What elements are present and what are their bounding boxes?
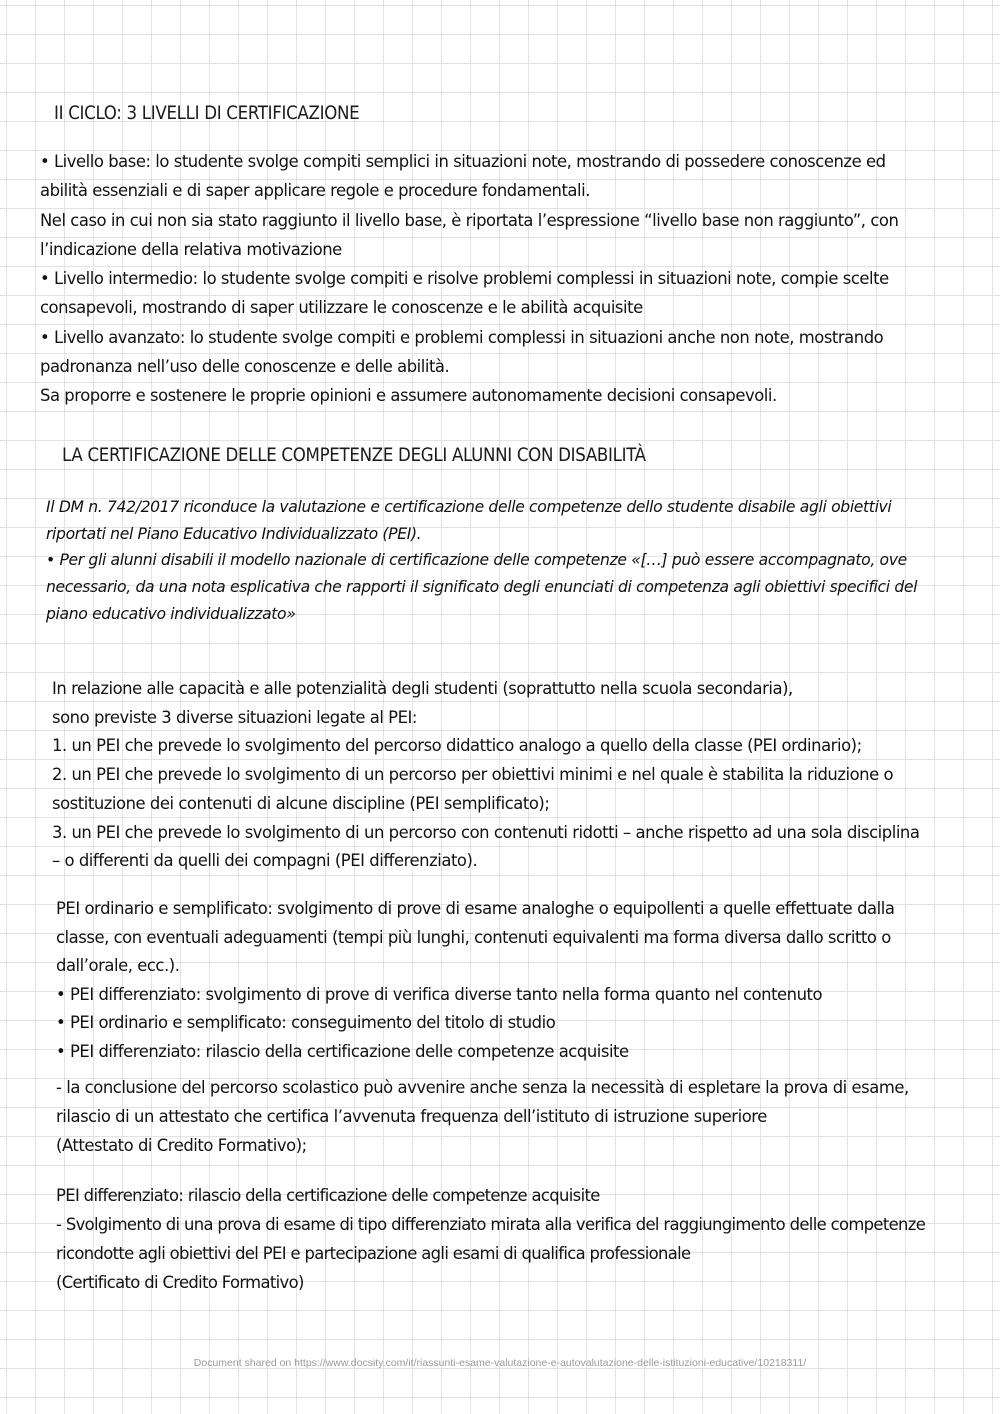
text-line: • Livello base: lo studente svolge compiti semplici in situazioni note, mostrando di possedere conoscenze ed [40, 152, 886, 171]
text-line: dall’orale, ecc.). [56, 956, 180, 976]
text-line: – o differenti da quelli dei compagni (PEI differenziato). [52, 851, 478, 871]
text-line: - Svolgimento di una prova di esame di tipo differenziato mirata alla verifica del raggiungimento delle competenze [56, 1215, 926, 1234]
text-line: In relazione alle capacità e alle potenzialità degli studenti (soprattutto nella scuola secondaria), [52, 679, 793, 698]
text-line: piano educativo individualizzato» [46, 604, 296, 623]
text-line: rilascio di un attestato che certifica l’avvenuta frequenza dell’istituto di istruzione superiore [56, 1107, 767, 1126]
text-line: PEI differenziato: rilascio della certificazione delle competenze acquisite [56, 1186, 600, 1205]
heading-ii-ciclo: II CICLO: 3 LIVELLI DI CERTIFICAZIONE [54, 103, 360, 124]
text-line: • Per gli alunni disabili il modello nazionale di certificazione delle competenze «[…] può essere accompagnato, ove [46, 551, 907, 570]
text-line: ricondotte agli obiettivi del PEI e partecipazione agli esami di qualifica professionale [56, 1244, 691, 1263]
text-line: abilità essenziali e di saper applicare regole e procedure fondamentali. [40, 181, 590, 201]
pei-exam-text [56, 895, 894, 1067]
text-line: 1. un PEI che prevede lo svolgimento del percorso didattico analogo a quello della classe (PEI ordinario); [52, 736, 862, 756]
text-line: necessario, da una nota esplicativa che rapporti il significato degli enunciati di competenza agli obiettivi specifici del [46, 578, 918, 597]
dm-742-text [46, 494, 917, 628]
pei-differenziato-text [56, 1181, 925, 1297]
text-line: - la conclusione del percorso scolastico può avvenire anche senza la necessità di espletare la prova di esame, [56, 1078, 909, 1097]
text-line: 3. un PEI che prevede lo svolgimento di un percorso con contenuti ridotti – anche rispetto ad una sola disciplina [52, 822, 920, 842]
text-line: • PEI differenziato: rilascio della certificazione delle competenze acquisite [56, 1041, 629, 1061]
text-line: padronanza nell’uso delle conoscenze e delle abilità. [40, 357, 450, 377]
pei-situations-text [52, 675, 919, 876]
text-line: consapevoli, mostrando di saper utilizzare le conoscenze e le abilità acquisite [40, 298, 643, 318]
conclusione-text [56, 1073, 909, 1160]
text-line: riportati nel Piano Educativo Individualizzato (PEI). [46, 524, 422, 543]
text-line: • Livello intermedio: lo studente svolge compiti e risolve problemi complessi in situazioni note, compie scelte [40, 269, 889, 289]
text-line: PEI ordinario e semplificato: svolgimento di prove di esame analoghe o equipollenti a quelle effettuate dalla [56, 899, 895, 918]
text-line: • Livello avanzato: lo studente svolge compiti e problemi complessi in situazioni anche non note, mostrando [40, 327, 884, 347]
text-line: (Attestato di Credito Formativo); [56, 1136, 307, 1155]
text-line: Sa proporre e sostenere le proprie opinioni e assumere autonomamente decisioni consapevoli. [40, 386, 777, 406]
text-line: (Certificato di Credito Formativo) [56, 1273, 304, 1292]
text-line: Nel caso in cui non sia stato raggiunto il livello base, è riportata l’espressione “livello base non raggiunto”, con [40, 210, 899, 230]
text-line: • PEI ordinario e semplificato: conseguimento del titolo di studio [56, 1013, 556, 1033]
text-line: • PEI differenziato: svolgimento di prove di verifica diverse tanto nella forma quanto nel contenuto [56, 984, 823, 1004]
text-line: sostituzione dei contenuti di alcune discipline (PEI semplificato); [52, 793, 550, 813]
text-line: classe, con eventuali adeguamenti (tempi più lunghi, contenuti equivalenti ma forma diversa dallo scritto o [56, 927, 891, 947]
text-line: l’indicazione della relativa motivazione [40, 239, 342, 259]
text-line: Il DM n. 742/2017 riconduce la valutazione e certificazione delle competenze dello studente disabile agli obiettivi [46, 498, 892, 516]
docsity-footer: Document shared on https://www.docsity.com/it/riassunti-esame-valutazione-e-autovalutazione-delle-istituzioni-educative/10218311/ [193, 1357, 807, 1369]
ciclo-levels-text [40, 147, 898, 411]
text-line: sono previste 3 diverse situazioni legate al PEI: [52, 707, 417, 727]
text-line: 2. un PEI che prevede lo svolgimento di un percorso per obiettivi minimi e nel quale è stabilita la riduzione o [52, 765, 894, 785]
heading-disabilita: LA CERTIFICAZIONE DELLE COMPETENZE DEGLI ALUNNI CON DISABILITÀ [62, 445, 646, 466]
